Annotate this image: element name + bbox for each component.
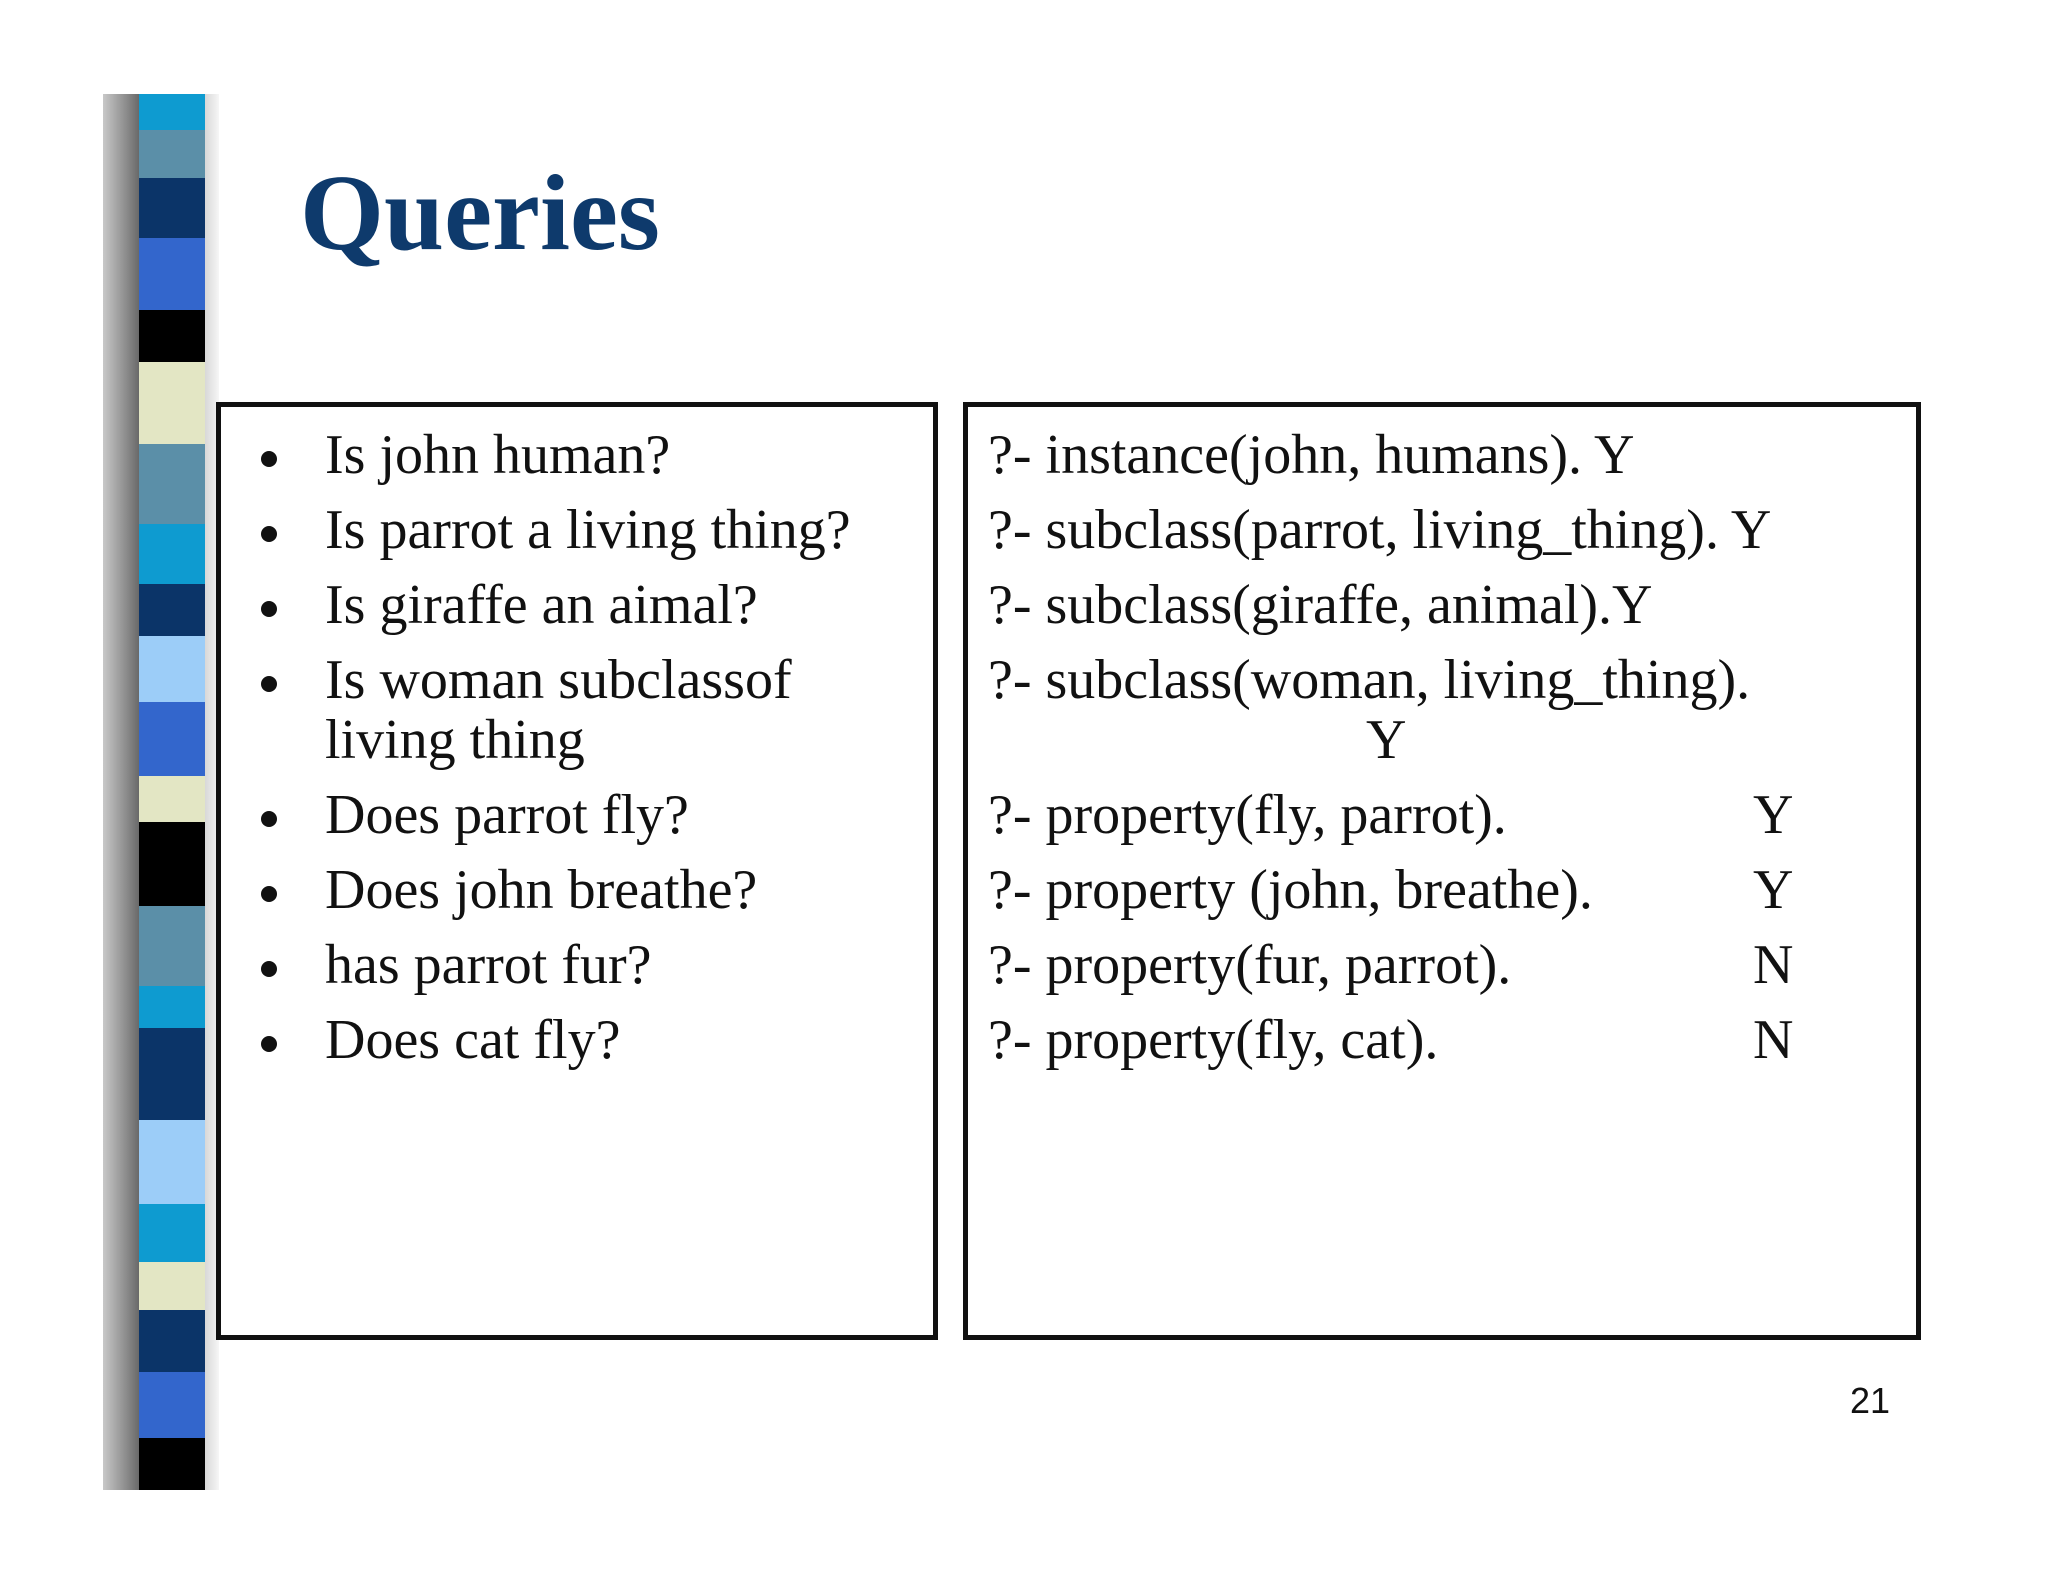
stripe: [139, 1028, 205, 1120]
answer-row: [988, 935, 1908, 995]
question-item: [221, 425, 933, 485]
answer-row: [988, 785, 1908, 845]
stripe: [139, 776, 205, 822]
bullet-icon: [261, 451, 277, 467]
stripe: [139, 906, 205, 986]
question-text: Is parrot a living thing?: [325, 499, 851, 561]
bullet-icon: [261, 676, 277, 692]
answers-list: [988, 425, 1908, 1085]
answer-row: [988, 425, 1908, 485]
question-item: [221, 860, 933, 920]
stripe: [139, 178, 205, 238]
question-item: [221, 785, 933, 845]
stripe-bar-stripes: [139, 94, 205, 1490]
stripe: [139, 636, 205, 702]
answer-query: ?- instance(john, humans). Y: [988, 424, 1635, 486]
bullet-icon: [261, 811, 277, 827]
question-text: Does john breathe?: [325, 859, 758, 921]
page-number: 21: [1850, 1380, 1891, 1421]
questions-box: [216, 402, 938, 1340]
answers-box: [963, 402, 1921, 1340]
bullet-icon: [261, 1036, 277, 1052]
answer-row: [988, 1010, 1908, 1070]
bullet-icon: [261, 886, 277, 902]
stripe: [139, 130, 205, 178]
bullet-icon: [261, 526, 277, 542]
question-text: Is woman subclassof living thing: [325, 649, 792, 771]
stripe: [139, 362, 205, 444]
stripe: [139, 524, 205, 584]
stripe: [139, 94, 205, 130]
answer-row: [988, 575, 1908, 635]
question-item: [221, 935, 933, 995]
stripe: [139, 1372, 205, 1438]
answer-query: ?- property(fur, parrot).: [988, 934, 1512, 996]
answer-query: ?- property (john, breathe).: [988, 859, 1593, 921]
stripe: [139, 238, 205, 310]
decorative-stripe-bar: [103, 94, 213, 1490]
stripe: [139, 444, 205, 524]
stripe: [139, 1310, 205, 1372]
answer-query: ?- property(fly, cat).: [988, 1009, 1439, 1071]
answer-row: [988, 500, 1908, 560]
question-item: [221, 650, 933, 770]
answer-row: [988, 860, 1908, 920]
stripe: [139, 1262, 205, 1310]
answer-query: ?- subclass(giraffe, animal).Y: [988, 574, 1653, 636]
question-text: has parrot fur?: [325, 934, 652, 996]
question-item: [221, 1010, 933, 1070]
bullet-icon: [261, 601, 277, 617]
questions-list: [221, 425, 933, 1085]
answer-result: N: [1753, 1009, 1794, 1071]
answer-query: ?- property(fly, parrot).: [988, 784, 1507, 846]
question-text: Is giraffe an aimal?: [325, 574, 758, 636]
question-text: Is john human?: [325, 424, 671, 486]
question-item: [221, 575, 933, 635]
slide-title: Queries: [300, 154, 660, 273]
stripe: [139, 1120, 205, 1204]
answer-query: ?- subclass(woman, living_thing).: [988, 649, 1751, 711]
answer-query: ?- subclass(parrot, living_thing). Y: [988, 499, 1772, 561]
answer-result: N: [1753, 934, 1794, 996]
question-item: [221, 500, 933, 560]
answer-result: Y: [1753, 784, 1794, 846]
stripe: [139, 310, 205, 362]
stripe: [139, 584, 205, 636]
stripe: [139, 1438, 205, 1490]
answer-result: Y: [1753, 859, 1794, 921]
stripe: [139, 986, 205, 1028]
stripe: [139, 1204, 205, 1262]
stripe-bar-shadow: [103, 94, 143, 1490]
answer-row: [988, 650, 1908, 770]
bullet-icon: [261, 961, 277, 977]
stripe: [139, 702, 205, 776]
stripe: [139, 822, 205, 906]
question-text: Does parrot fly?: [325, 784, 689, 846]
question-text: Does cat fly?: [325, 1009, 621, 1071]
answer-result: Y: [1366, 709, 1407, 771]
